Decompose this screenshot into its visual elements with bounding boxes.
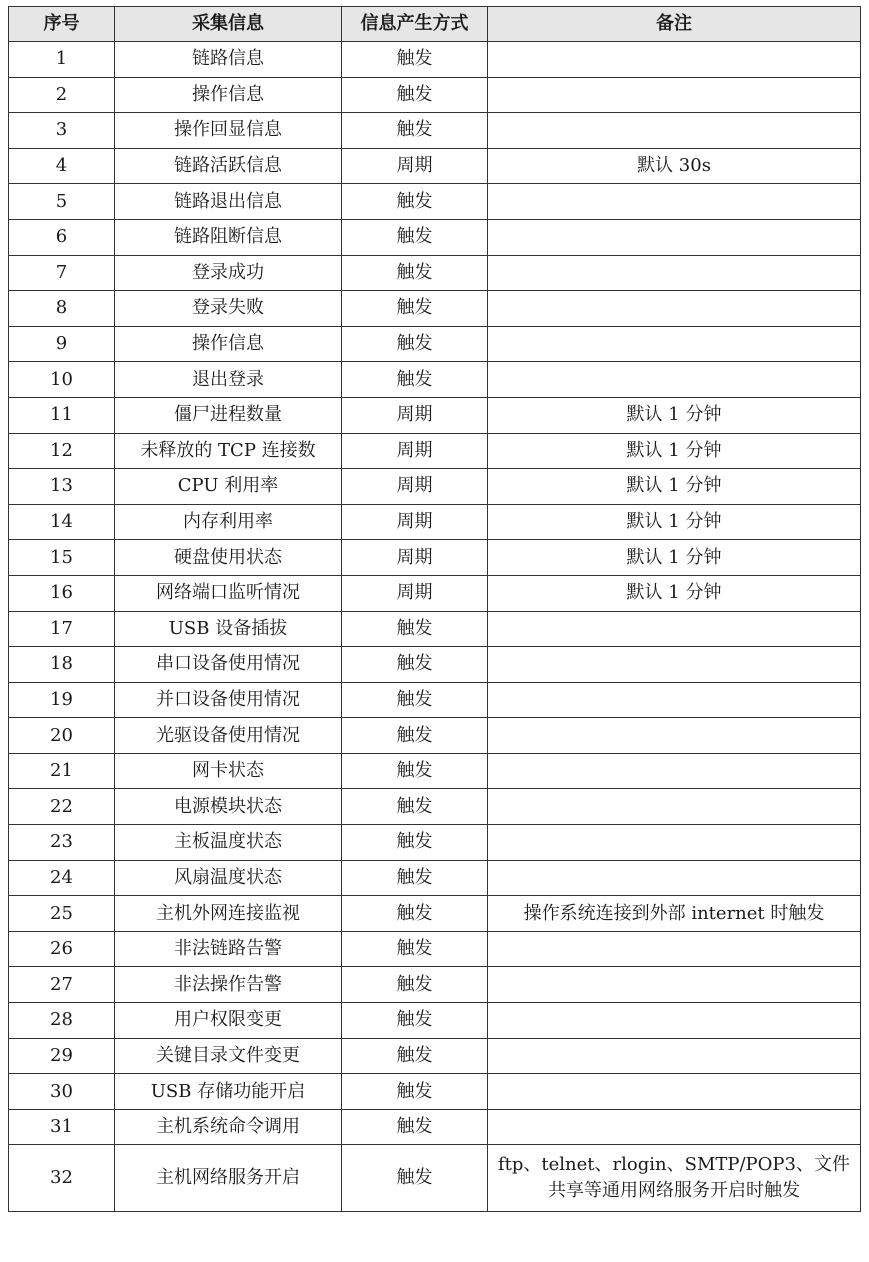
cell-no: 18: [9, 647, 115, 683]
cell-note: [488, 1074, 861, 1110]
cell-info: 内存利用率: [115, 504, 342, 540]
cell-note-line: ftp、telnet、rlogin、SMTP/POP3、文件: [498, 1154, 850, 1176]
cell-no: 16: [9, 575, 115, 611]
cell-info: 登录成功: [115, 255, 342, 291]
table-row: [9, 148, 861, 184]
cell-mode: 周期: [342, 575, 488, 611]
table-row: [9, 931, 861, 967]
table-row: [9, 291, 861, 327]
cell-info: 主板温度状态: [115, 825, 342, 861]
cell-note: [488, 42, 861, 78]
table-row: [9, 1145, 861, 1212]
cell-info: 非法操作告警: [115, 967, 342, 1003]
cell-no: 25: [9, 896, 115, 932]
cell-mode: 触发: [342, 967, 488, 1003]
table-row: [9, 647, 861, 683]
cell-mode: 触发: [342, 42, 488, 78]
cell-note: [488, 1145, 861, 1212]
cell-no: 30: [9, 1074, 115, 1110]
cell-info: 主机系统命令调用: [115, 1109, 342, 1145]
cell-info: 链路活跃信息: [115, 148, 342, 184]
cell-info: 用户权限变更: [115, 1003, 342, 1039]
cell-note: [488, 682, 861, 718]
cell-no: 24: [9, 860, 115, 896]
cell-info: 并口设备使用情况: [115, 682, 342, 718]
cell-note: 默认 1 分钟: [488, 433, 861, 469]
table-row: [9, 896, 861, 932]
table-row: [9, 504, 861, 540]
cell-mode: 触发: [342, 255, 488, 291]
cell-no: 3: [9, 113, 115, 149]
cell-note: 默认 1 分钟: [488, 469, 861, 505]
table-row: [9, 42, 861, 78]
cell-note: [488, 825, 861, 861]
header-no: 序号: [9, 7, 115, 42]
cell-info: 未释放的 TCP 连接数: [115, 433, 342, 469]
cell-note: 操作系统连接到外部 internet 时触发: [488, 896, 861, 932]
cell-mode: 触发: [342, 896, 488, 932]
header-info: 采集信息: [115, 7, 342, 42]
header-mode: 信息产生方式: [342, 7, 488, 42]
cell-info: 僵尸进程数量: [115, 397, 342, 433]
cell-info: 退出登录: [115, 362, 342, 398]
cell-no: 23: [9, 825, 115, 861]
cell-no: 14: [9, 504, 115, 540]
cell-mode: 触发: [342, 718, 488, 754]
cell-mode: 触发: [342, 789, 488, 825]
cell-mode: 触发: [342, 219, 488, 255]
cell-note: [488, 1003, 861, 1039]
table-row: [9, 860, 861, 896]
cell-mode: 触发: [342, 291, 488, 327]
cell-info: USB 存储功能开启: [115, 1074, 342, 1110]
table-row: [9, 967, 861, 1003]
cell-no: 6: [9, 219, 115, 255]
cell-info: 非法链路告警: [115, 931, 342, 967]
cell-no: 20: [9, 718, 115, 754]
cell-mode: 周期: [342, 148, 488, 184]
cell-no: 4: [9, 148, 115, 184]
cell-info: 操作信息: [115, 77, 342, 113]
cell-info: 风扇温度状态: [115, 860, 342, 896]
cell-no: 32: [9, 1145, 115, 1212]
cell-mode: 周期: [342, 397, 488, 433]
cell-mode: 触发: [342, 611, 488, 647]
cell-mode: 周期: [342, 469, 488, 505]
table-row: [9, 789, 861, 825]
cell-note: [488, 1038, 861, 1074]
cell-no: 2: [9, 77, 115, 113]
cell-mode: 触发: [342, 77, 488, 113]
cell-no: 21: [9, 753, 115, 789]
cell-no: 22: [9, 789, 115, 825]
cell-note: 默认 1 分钟: [488, 575, 861, 611]
cell-no: 27: [9, 967, 115, 1003]
table-row: [9, 326, 861, 362]
cell-note: [488, 255, 861, 291]
table-header-row: [9, 7, 861, 42]
cell-info: 操作信息: [115, 326, 342, 362]
table-row: [9, 825, 861, 861]
cell-note: [488, 753, 861, 789]
table-row: [9, 397, 861, 433]
cell-mode: 触发: [342, 860, 488, 896]
table-row: [9, 113, 861, 149]
cell-no: 1: [9, 42, 115, 78]
cell-note: 默认 1 分钟: [488, 504, 861, 540]
cell-mode: 触发: [342, 1074, 488, 1110]
cell-info: 操作回显信息: [115, 113, 342, 149]
cell-note: [488, 789, 861, 825]
cell-note: [488, 362, 861, 398]
cell-no: 19: [9, 682, 115, 718]
cell-mode: 触发: [342, 1145, 488, 1212]
table-row: [9, 540, 861, 576]
cell-no: 9: [9, 326, 115, 362]
cell-no: 26: [9, 931, 115, 967]
cell-mode: 触发: [342, 1109, 488, 1145]
cell-note: [488, 1109, 861, 1145]
table-row: [9, 362, 861, 398]
cell-note: [488, 291, 861, 327]
document-page: [8, 6, 860, 1212]
cell-note: [488, 219, 861, 255]
table-row: [9, 1003, 861, 1039]
table-row: [9, 575, 861, 611]
cell-mode: 触发: [342, 1038, 488, 1074]
cell-info: 硬盘使用状态: [115, 540, 342, 576]
cell-no: 10: [9, 362, 115, 398]
cell-note: [488, 647, 861, 683]
cell-no: 11: [9, 397, 115, 433]
cell-note: [488, 326, 861, 362]
cell-note: [488, 860, 861, 896]
info-collection-table: [8, 6, 861, 1212]
cell-note: [488, 718, 861, 754]
cell-info: CPU 利用率: [115, 469, 342, 505]
cell-info: 电源模块状态: [115, 789, 342, 825]
cell-mode: 周期: [342, 433, 488, 469]
cell-mode: 触发: [342, 931, 488, 967]
cell-info: 网络端口监听情况: [115, 575, 342, 611]
cell-info: 主机网络服务开启: [115, 1145, 342, 1212]
cell-mode: 触发: [342, 113, 488, 149]
cell-mode: 周期: [342, 504, 488, 540]
table-row: [9, 1038, 861, 1074]
cell-info: 主机外网连接监视: [115, 896, 342, 932]
table-row: [9, 77, 861, 113]
table-row: [9, 611, 861, 647]
cell-info: 链路阻断信息: [115, 219, 342, 255]
cell-info: 光驱设备使用情况: [115, 718, 342, 754]
header-note: 备注: [488, 7, 861, 42]
cell-no: 8: [9, 291, 115, 327]
cell-mode: 触发: [342, 362, 488, 398]
cell-no: 12: [9, 433, 115, 469]
cell-note: [488, 967, 861, 1003]
cell-note: 默认 30s: [488, 148, 861, 184]
cell-mode: 触发: [342, 753, 488, 789]
cell-mode: 触发: [342, 1003, 488, 1039]
table-row: [9, 682, 861, 718]
cell-no: 17: [9, 611, 115, 647]
cell-no: 28: [9, 1003, 115, 1039]
table-row: [9, 184, 861, 220]
cell-info: 链路退出信息: [115, 184, 342, 220]
table-row: [9, 1074, 861, 1110]
table-row: [9, 718, 861, 754]
cell-no: 7: [9, 255, 115, 291]
cell-mode: 周期: [342, 540, 488, 576]
table-row: [9, 753, 861, 789]
cell-note: 默认 1 分钟: [488, 397, 861, 433]
cell-mode: 触发: [342, 326, 488, 362]
cell-note: [488, 184, 861, 220]
cell-note: [488, 931, 861, 967]
cell-note-line: 共享等通用网络服务开启时触发: [548, 1180, 800, 1202]
cell-no: 13: [9, 469, 115, 505]
cell-note: 默认 1 分钟: [488, 540, 861, 576]
cell-mode: 触发: [342, 682, 488, 718]
cell-info: 关键目录文件变更: [115, 1038, 342, 1074]
table-row: [9, 255, 861, 291]
table-row: [9, 433, 861, 469]
table-row: [9, 219, 861, 255]
cell-mode: 触发: [342, 184, 488, 220]
cell-no: 31: [9, 1109, 115, 1145]
cell-info: USB 设备插拔: [115, 611, 342, 647]
table-row: [9, 469, 861, 505]
cell-no: 5: [9, 184, 115, 220]
cell-info: 串口设备使用情况: [115, 647, 342, 683]
cell-mode: 触发: [342, 647, 488, 683]
cell-info: 网卡状态: [115, 753, 342, 789]
cell-mode: 触发: [342, 825, 488, 861]
table-body: [9, 42, 861, 1212]
cell-note: [488, 113, 861, 149]
cell-no: 15: [9, 540, 115, 576]
cell-note: [488, 611, 861, 647]
cell-info: 链路信息: [115, 42, 342, 78]
cell-no: 29: [9, 1038, 115, 1074]
cell-info: 登录失败: [115, 291, 342, 327]
cell-note: [488, 77, 861, 113]
table-row: [9, 1109, 861, 1145]
